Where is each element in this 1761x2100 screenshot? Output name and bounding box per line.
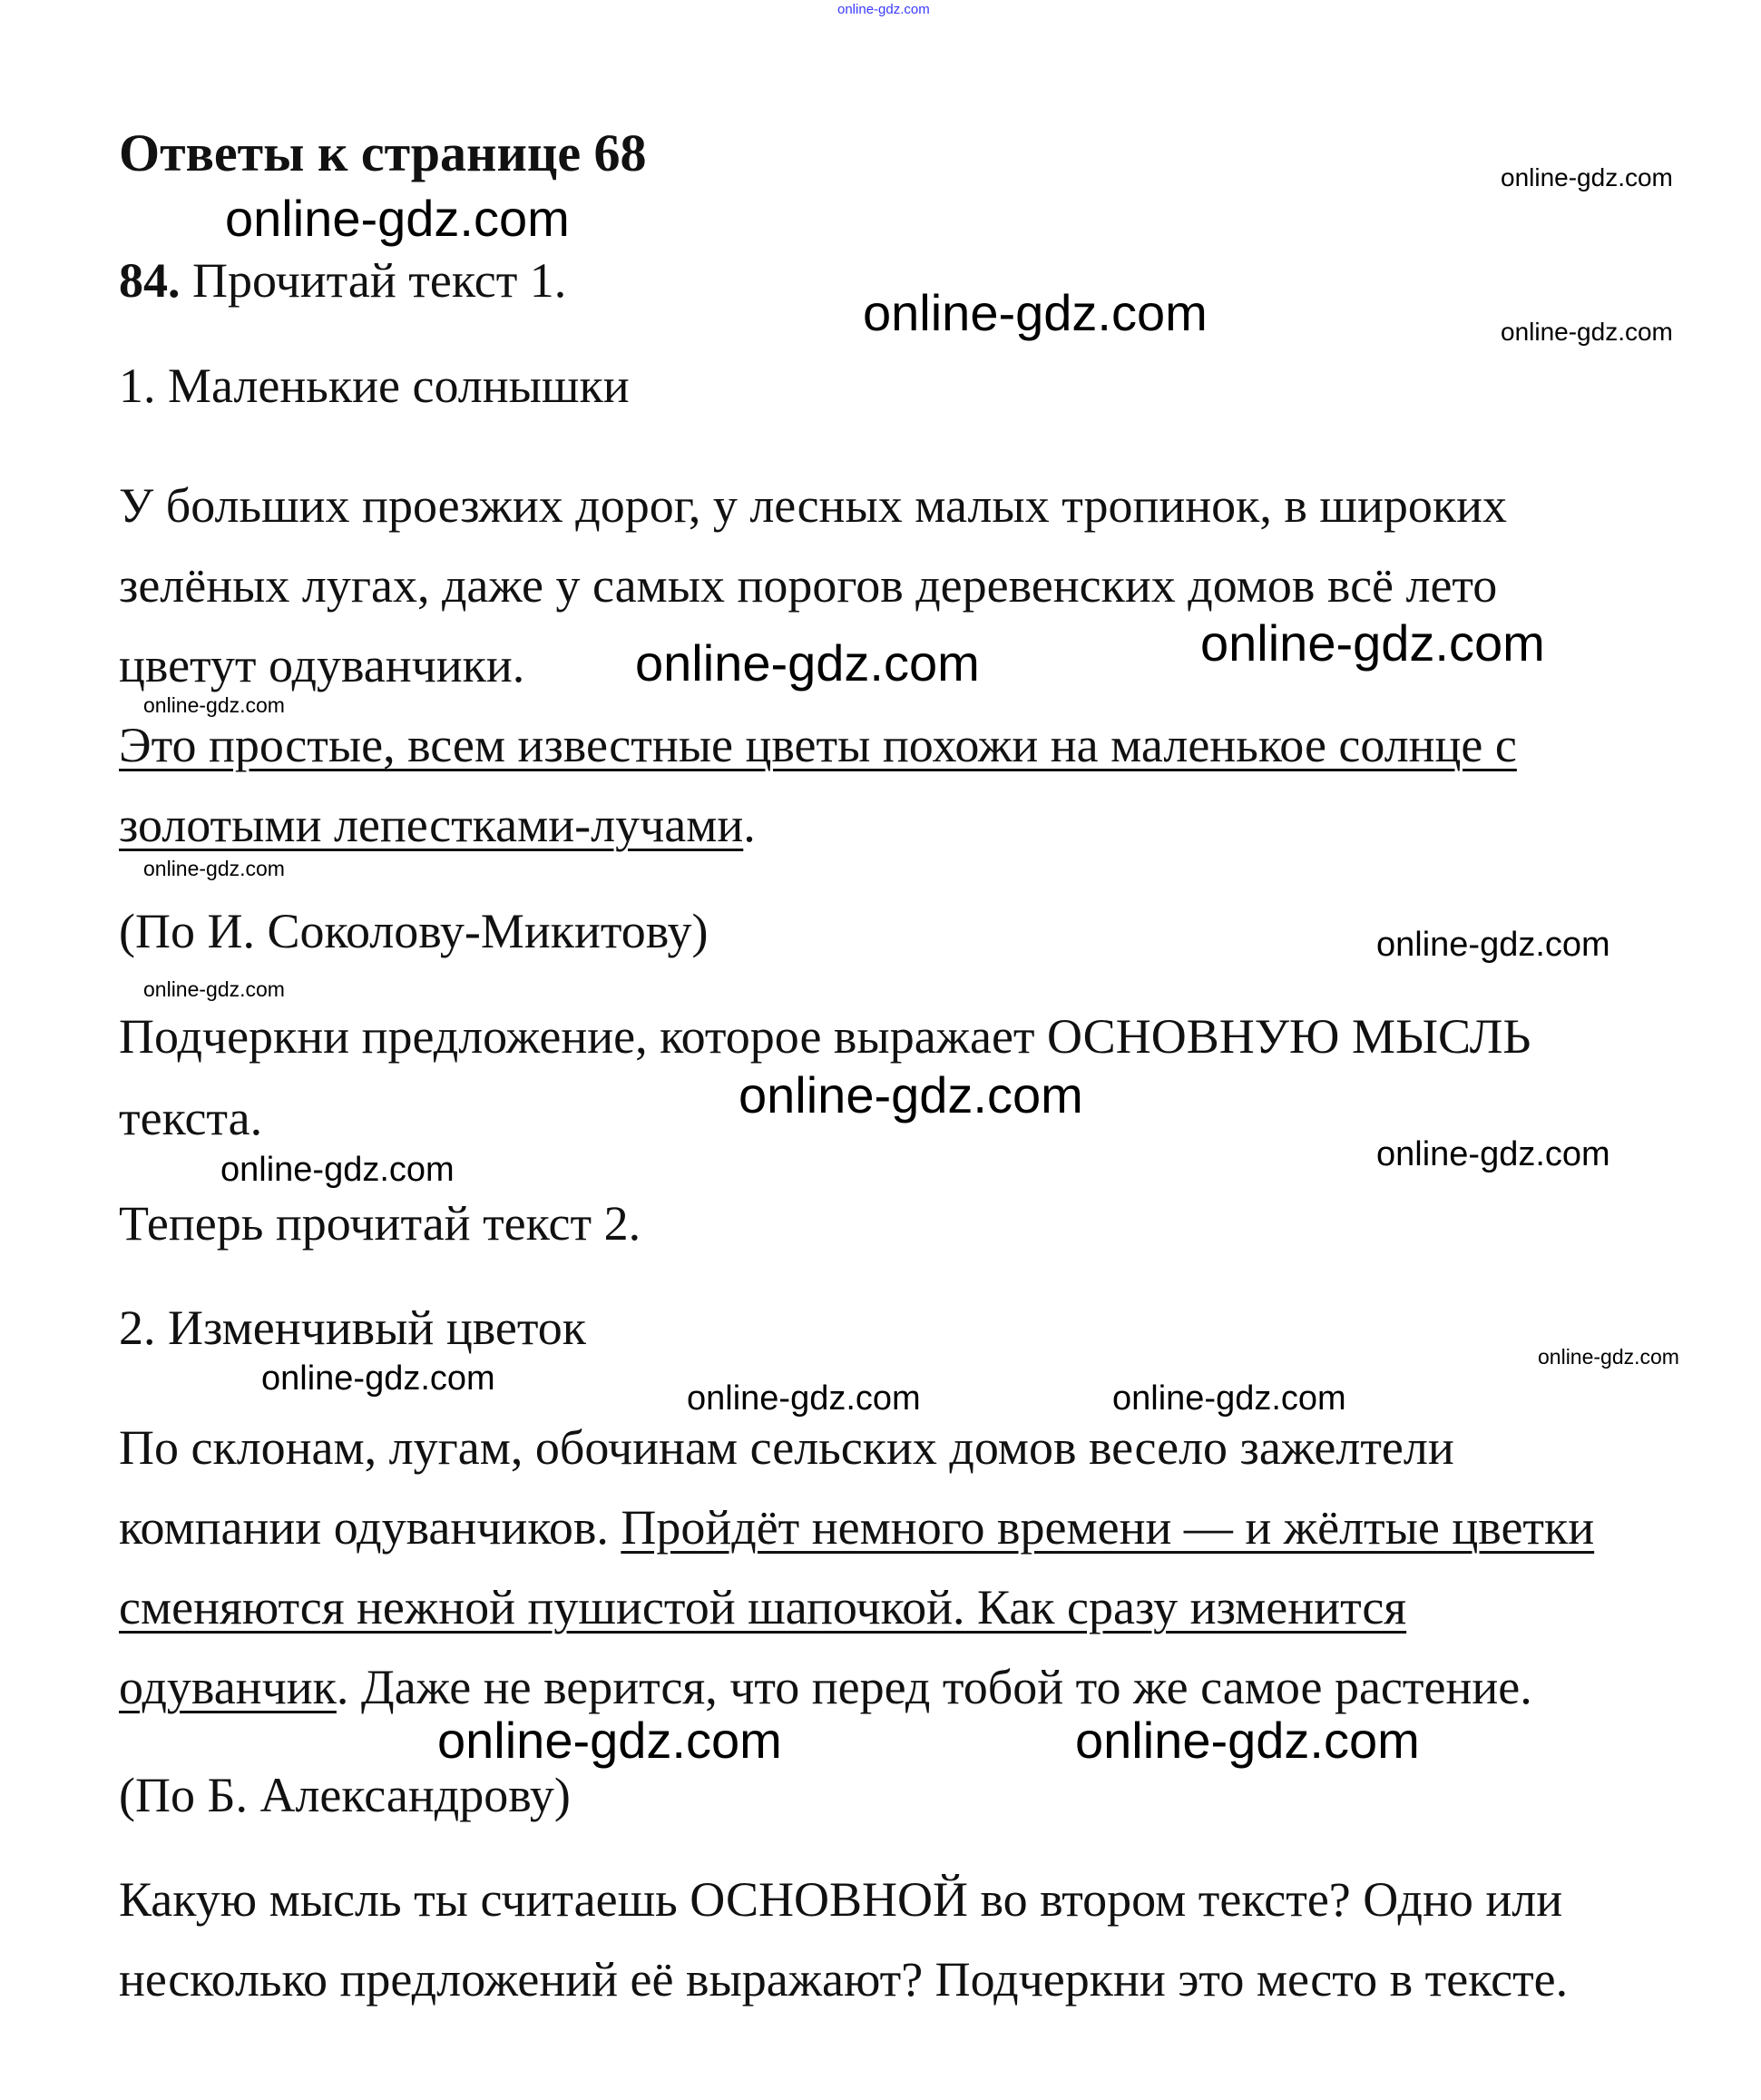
text2-heading: 2. Изменчивый цветок <box>119 1300 587 1355</box>
watermark: online-gdz.com <box>1538 1345 1679 1369</box>
watermark: online-gdz.com <box>635 634 980 692</box>
plain-text: . Даже не верится, что перед тобой то же самое растение. <box>336 1660 1532 1714</box>
text2-line: По склонам, лугам, обочинам сельских домов весело зажелтели <box>119 1420 1454 1475</box>
question-line: Какую мысль ты считаешь ОСНОВНОЙ во втором тексте? Одно или <box>119 1872 1563 1927</box>
watermark: online-gdz.com <box>1112 1379 1346 1418</box>
period: . <box>743 798 756 852</box>
underlined-text: одуванчик <box>119 1660 337 1714</box>
watermark: online-gdz.com <box>261 1359 495 1398</box>
watermark: online-gdz.com <box>437 1712 782 1769</box>
text1-line: цветут одуванчики. <box>119 638 525 692</box>
watermark: online-gdz.com <box>143 857 285 880</box>
watermark: online-gdz.com <box>225 190 570 247</box>
task-number: 84. <box>119 253 181 308</box>
main-idea-sentence <box>119 716 1517 774</box>
text2-line <box>119 1578 1406 1636</box>
now-read-text: Теперь прочитай текст 2. <box>119 1196 641 1251</box>
task-text: Прочитай текст 1. <box>180 253 567 308</box>
task-heading <box>119 251 566 309</box>
instruction-line: текста. <box>119 1091 263 1145</box>
watermark: online-gdz.com <box>143 977 285 1001</box>
underlined-text: золотыми лепестками-лучами <box>119 798 744 852</box>
text1-author: (По И. Соколову-Микитову) <box>119 904 709 958</box>
instruction-line: Подчеркни предложение, которое выражает ОСНОВНУЮ МЫСЛЬ <box>119 1009 1531 1064</box>
watermark: online-gdz.com <box>687 1379 921 1418</box>
watermark: online-gdz.com <box>220 1151 455 1189</box>
text1-line: зелёных лугах, даже у самых порогов деревенских домов всё лето <box>119 558 1498 613</box>
page-title: Ответы к странице 68 <box>119 123 647 182</box>
watermark: online-gdz.com <box>1200 614 1545 672</box>
watermark: online-gdz.com <box>1376 926 1610 964</box>
plain-text: компании одуванчиков. <box>119 1500 621 1555</box>
main-idea-sentence <box>119 796 756 854</box>
text1-heading: 1. Маленькие солнышки <box>119 358 630 413</box>
text2-author: (По Б. Александрову) <box>119 1768 571 1822</box>
watermark: online-gdz.com <box>1501 318 1673 346</box>
watermark: online-gdz.com <box>837 2 930 17</box>
text1-line: У больших проезжих дорог, у лесных малых тропинок, в широких <box>119 478 1508 533</box>
watermark: online-gdz.com <box>1075 1712 1420 1769</box>
text2-line <box>119 1658 1532 1716</box>
underlined-text: Это простые, всем известные цветы похожи на маленькое солнце с <box>119 718 1517 772</box>
watermark: online-gdz.com <box>1501 163 1673 191</box>
text2-line <box>119 1498 1594 1556</box>
watermark: online-gdz.com <box>863 284 1208 341</box>
underlined-text: Пройдёт немного времени — и жёлтые цветки <box>621 1500 1595 1555</box>
question-line: несколько предложений её выражают? Подчеркни это место в тексте. <box>119 1952 1569 2007</box>
watermark: online-gdz.com <box>1376 1135 1610 1173</box>
watermark: online-gdz.com <box>739 1066 1083 1124</box>
watermark: online-gdz.com <box>143 693 285 717</box>
underlined-text: сменяются нежной пушистой шапочкой. Как сразу изменится <box>119 1580 1407 1634</box>
